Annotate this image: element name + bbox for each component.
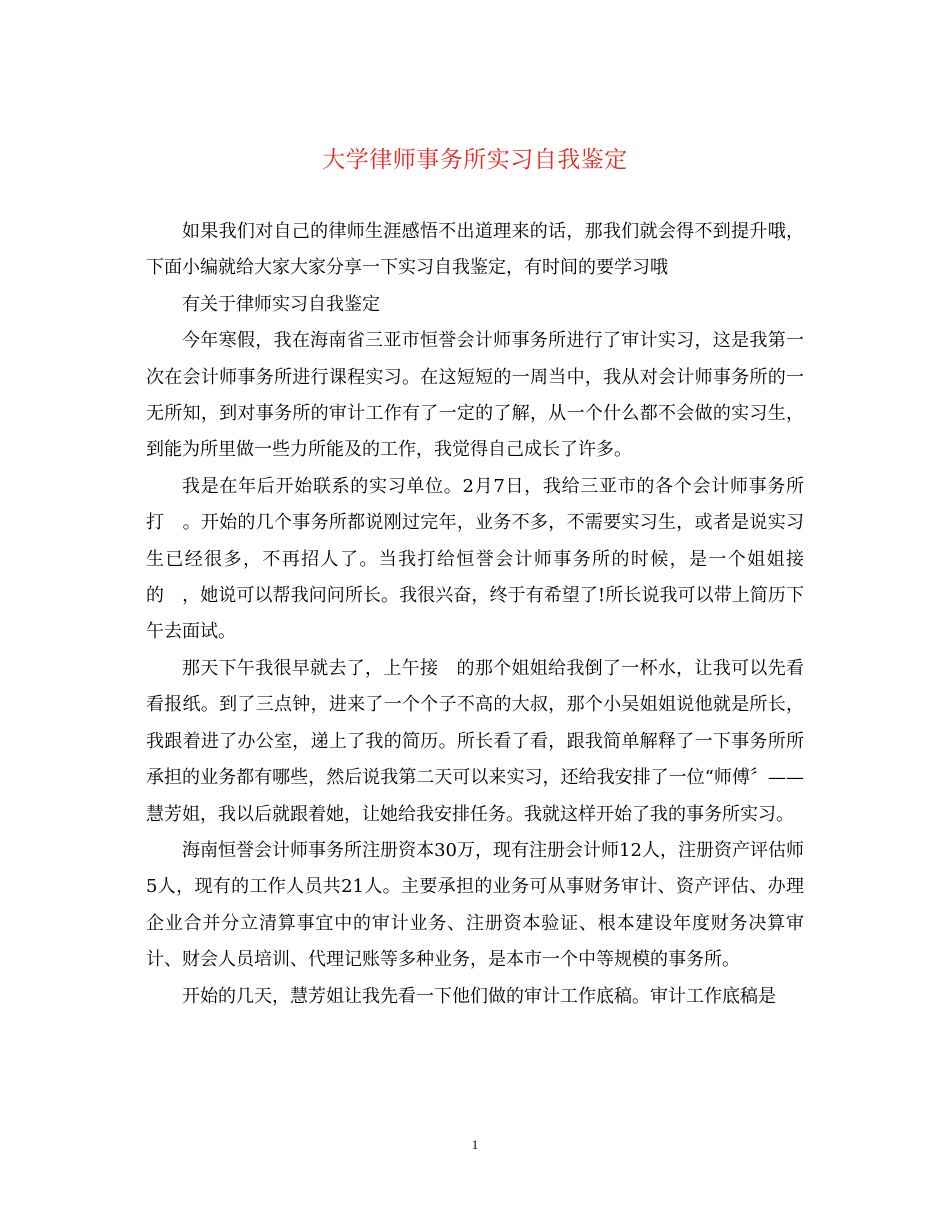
paragraph-internship-overview: 今年寒假，我在海南省三亚市恒誉会计师事务所进行了审计实习，这是我第一次在会计师事务所进行课程实习。在这短短的一周当中，我从对会计师事务所的一无所知，到对事务所的审计工作有了一定的了解，从一个什么都不会做的实习生，到能为所里做一些力所能及的工作，我觉得自己成长了许多。 [146, 330, 804, 461]
paragraph-intro: 如果我们对自己的律师生涯感悟不出道理来的话，那我们就会得不到提升哦，下面小编就给大家大家分享一下实习自我鉴定，有时间的要学习哦 [146, 221, 804, 279]
paragraph-firm-profile: 海南恒誉会计师事务所注册资本30万，现有注册会计师12人，注册资产评估师5人，现有的工作人员共21人。主要承担的业务可从事财务审计、资产评估、办理企业合并分立清算事宜中的审计业务、注册资本验证、根本建设年度财务决算审计、财会人员培训、代理记账等多种业务，是本市一个中等规模的事务所。 [146, 839, 804, 971]
document-title: 大学律师事务所实习自我鉴定 [322, 147, 628, 173]
paragraph-subheading: 有关于律师实习自我鉴定 [182, 293, 380, 315]
paragraph-first-days: 开始的几天，慧芳姐让我先看一下他们做的审计工作底稿。审计工作底稿是 [182, 985, 776, 1007]
paragraph-contacting-firms: 我是在年后开始联系的实习单位。2月7日，我给三亚市的各个会计师事务所打 。开始的几个事务所都说刚过完年，业务不多，不需要实习生，或者是说实习生已经很多，不再招人了。当我打给恒誉会计师事务所的时候，是一个姐姐接的 ，她说可以帮我问问所长。我很兴奋，终于有希望了!所长说我可以带上简历下午去面试。 [146, 475, 804, 643]
page-number: 1 [471, 1137, 479, 1152]
document-body [146, 214, 804, 1015]
paragraph-interview: 那天下午我很早就去了，上午接 的那个姐姐给我倒了一杯水，让我可以先看看报纸。到了三点钟，进来了一个个子不高的大叔，那个小吴姐姐说他就是所长，我跟着进了办公室，递上了我的简历。所长看了看，跟我简单解释了一下事务所所承担的业务都有哪些，然后说我第二天可以来实习，还给我安排了一位“师傅〞——慧芳姐，我以后就跟着她，让她给我安排任务。我就这样开始了我的事务所实习。 [146, 657, 804, 825]
